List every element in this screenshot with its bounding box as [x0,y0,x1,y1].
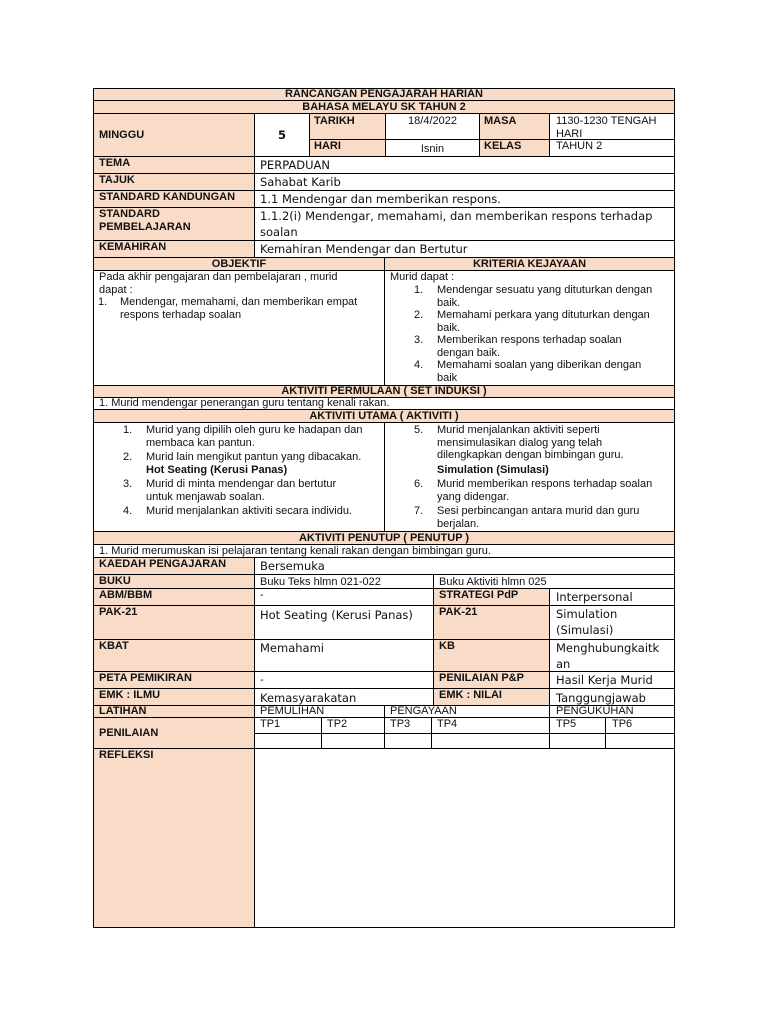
tp-score-cell [431,733,550,749]
tp-score-cell [254,733,322,749]
simulation-heading: Simulation (Simulasi) [437,464,549,476]
hari-value: Isnin [420,143,445,155]
hot-seating-heading: Hot Seating (Kerusi Panas) [146,464,288,476]
kb-value: Menghubungkaitk an [556,641,660,671]
kriteria-item-text: Mendengar sesuatu yang dituturkan dengan baik. [437,284,653,309]
tp-score-cell [549,733,606,749]
emk-nilai-label: EMK : NILAI [439,689,502,701]
emk-nilai-value: Tanggungjawab [556,691,646,705]
utama-item-text: Murid yang dipilih oleh guru ke hadapan dan membaca kan pantun. [146,424,363,449]
utama-item-num: 3. [123,478,133,490]
utama-item-num: 4. [123,505,133,517]
page-subtitle: BAHASA MELAYU SK TAHUN 2 [302,101,466,113]
tp-label: TP6 [612,718,633,730]
penutup-header: AKTIVITI PENUTUP ( PENUTUP ) [298,532,470,544]
emk-ilmu-value: Kemasyarakatan [260,691,357,705]
tajuk-label: TAJUK [99,174,135,186]
penilaian-pp-label: PENILAIAN P&P [439,672,524,684]
refleksi-value-cell [254,748,675,928]
utama-item-text: Murid memberikan respons terhadap soalan yang didengar. [437,478,653,503]
sk-label: STANDARD KANDUNGAN [99,191,236,203]
kaedah-value: Bersemuka [260,559,325,573]
tema-value: PERPADUAN [260,158,330,172]
kriteria-item-text: Memberikan respons terhadap soalan dengan baik. [437,334,622,359]
hari-label: HARI [314,140,341,152]
tarikh-label: TARIKH [314,115,355,127]
kriteria-intro: Murid dapat : [390,271,455,283]
utama-header: AKTIVITI UTAMA ( AKTIVITI ) [309,410,459,422]
kb-label: KB [439,640,455,652]
buku-label: BUKU [99,575,131,587]
tp-label: TP4 [437,718,458,730]
peta-value: - [260,674,264,686]
utama-item-num: 7. [414,505,424,517]
tp-label: TP1 [260,718,281,730]
tema-label: TEMA [99,157,131,169]
tp-label: TP3 [390,718,411,730]
permulaan-text: 1. Murid mendengar penerangan guru tentang kenali rakan. [99,397,390,409]
pemulihan-label: PEMULIHAN [260,705,325,717]
pak-label: PAK-21 [99,606,138,618]
utama-item-text: Murid menjalankan aktiviti seperti mensimulasikan dialog yang telah dilengkapkan dengan bimbingan guru. [437,424,624,461]
pak2-value: Simulation (Simulasi) [556,607,618,637]
penilaian-pp-value: Hasil Kerja Murid [556,673,653,687]
utama-item-num: 2. [123,451,133,463]
objektif-item-num: 1. [98,296,108,308]
kemahiran-value: Kemahiran Mendengar dan Bertutur [260,242,468,256]
kriteria-item-num: 4. [414,359,424,371]
emk-ilmu-label: EMK : ILMU [99,689,161,701]
kbat-value: Memahami [260,641,324,655]
page-title: RANCANGAN PENGAJARAH HARIAN [284,88,483,100]
abm-value-cell [254,588,434,606]
utama-item-text: Murid di minta mendengar dan bertutur untuk menjawab soalan. [146,478,337,503]
kriteria-item-num: 1. [414,284,424,296]
kriteria-item-num: 3. [414,334,424,346]
buku-aktiviti: Buku Aktiviti hlmn 025 [439,576,547,588]
permulaan-header: AKTIVITI PERMULAAN ( SET INDUKSI ) [281,385,487,397]
kemahiran-label: KEMAHIRAN [99,241,167,253]
tajuk-value: Sahabat Karib [260,175,341,189]
utama-item-num: 6. [414,478,424,490]
sp-value: 1.1.2(i) Mendengar, memahami, dan memberikan respons terhadap soalan [260,209,653,239]
utama-item-text: Murid lain mengikut pantun yang dibacakan. [146,451,362,463]
buku-teks: Buku Teks hlmn 021-022 [260,576,381,588]
kriteria-item-text: Memahami perkara yang dituturkan dengan baik. [437,309,650,334]
pak2-label: PAK-21 [439,606,478,618]
peta-label: PETA PEMIKIRAN [99,672,192,684]
strategi-label: STRATEGI PdP [439,589,519,601]
minggu-value: 5 [277,128,286,142]
peta-value-cell [254,671,434,689]
sk-value: 1.1 Mendengar dan memberikan respons. [260,192,501,206]
tp-score-cell [384,733,432,749]
tp-score-cell [605,733,675,749]
sp-label: STANDARD PEMBELAJARAN [99,208,191,233]
kriteria-item-text: Memahami soalan yang diberikan dengan baik [437,359,642,384]
tp-label: TP2 [327,718,348,730]
kriteria-header: KRITERIA KEJAYAAN [472,258,587,270]
kelas-label: KELAS [484,140,522,152]
utama-item-text: Sesi perbincangan antara murid dan guru berjalan. [437,505,640,530]
latihan-label: LATIHAN [99,705,147,717]
objektif-header: OBJEKTIF [211,258,267,270]
abm-value: - [260,589,264,601]
kaedah-label: KAEDAH PENGAJARAN [99,558,227,570]
refleksi-label: REFLEKSI [99,749,154,761]
objektif-item-text: Mendengar, memahami, dan memberikan empat respons terhadap soalan [120,296,358,321]
utama-item-text: Murid menjalankan aktiviti secara individu. [146,505,353,517]
kbat-label: KBAT [99,640,129,652]
penutup-text: 1. Murid merumuskan isi pelajaran tentang kenali rakan dengan bimbingan guru. [99,545,491,557]
pak-value: Hot Seating (Kerusi Panas) [260,608,413,622]
tp-score-cell [321,733,385,749]
tp-label: TP5 [556,718,577,730]
utama-item-num: 1. [123,424,133,436]
tarikh-value: 18/4/2022 [408,115,457,127]
kelas-value: TAHUN 2 [556,140,603,152]
kriteria-item-num: 2. [414,309,424,321]
abm-label: ABM/BBM [99,589,153,601]
strategi-value: Interpersonal [556,590,633,604]
penilaian-label: PENILAIAN [99,727,159,739]
pengukuhan-label: PENGUKUHAN [556,705,634,717]
minggu-label: MINGGU [99,129,145,141]
utama-item-num: 5. [414,424,424,436]
masa-value: 1130-1230 TENGAH HARI [556,115,657,140]
pengayaan-label: PENGAYAAN [390,705,457,717]
objektif-intro: Pada akhir pengajaran dan pembelajaran , murid dapat : [99,271,338,296]
masa-label: MASA [484,115,517,127]
refleksi-label-cell [93,748,255,928]
